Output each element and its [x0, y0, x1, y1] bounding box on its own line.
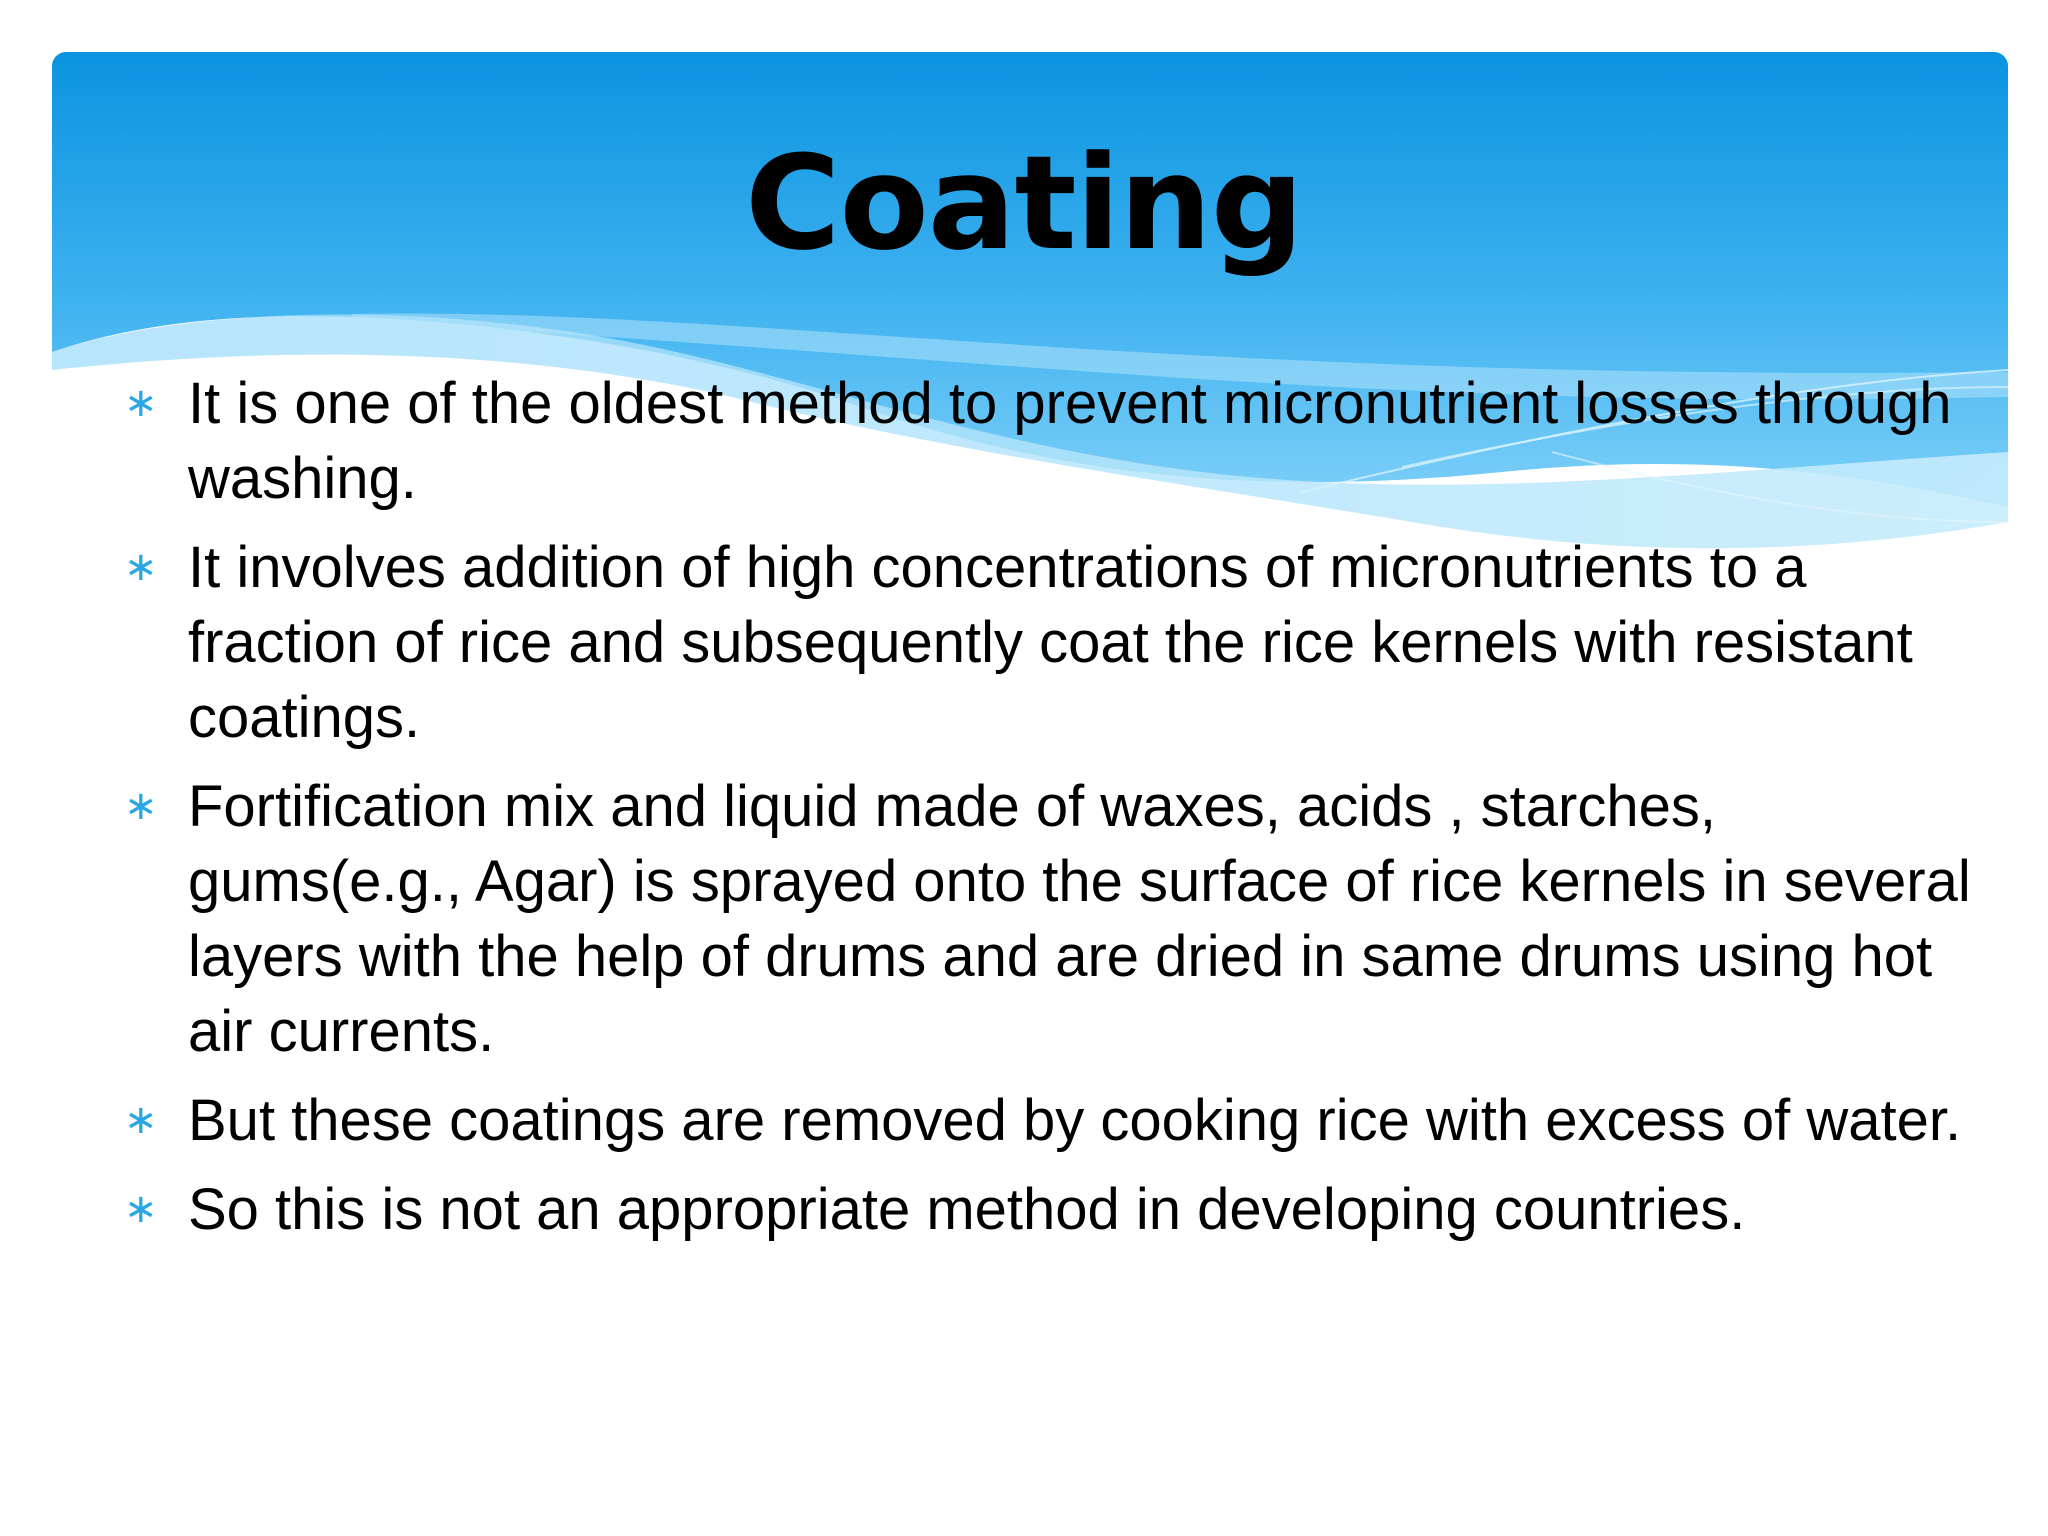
bullet-text: But these coatings are removed by cooking rice with excess of water. [188, 1088, 1962, 1153]
bullet-text: Fortification mix and liquid made of waxes, acids , starches, gums(e.g., Agar) is sprayed onto the surface of rice kernels in several layers with the help of drums and are dried in same drums using hot air currents. [188, 774, 1971, 1064]
asterisk-icon: ∗ [124, 1186, 158, 1232]
asterisk-icon: ∗ [124, 380, 158, 426]
bullet-item [120, 769, 1980, 1069]
bullet-text: It is one of the oldest method to prevent micronutrient losses through washing. [188, 371, 1952, 511]
bullet-text: It involves addition of high concentrations of micronutrients to a fraction of rice and subsequently coat the rice kernels with resistant coatings. [188, 535, 1913, 750]
bullet-text: So this is not an appropriate method in developing countries. [188, 1177, 1746, 1242]
slide-title: Coating [745, 127, 1303, 279]
bullet-item [120, 366, 1980, 516]
asterisk-icon: ∗ [124, 544, 158, 590]
bullet-item [120, 530, 1980, 755]
bullet-item [120, 1083, 1980, 1158]
bullet-list [120, 366, 1980, 1261]
bullet-item [120, 1172, 1980, 1247]
asterisk-icon: ∗ [124, 1097, 158, 1143]
asterisk-icon: ∗ [124, 783, 158, 829]
